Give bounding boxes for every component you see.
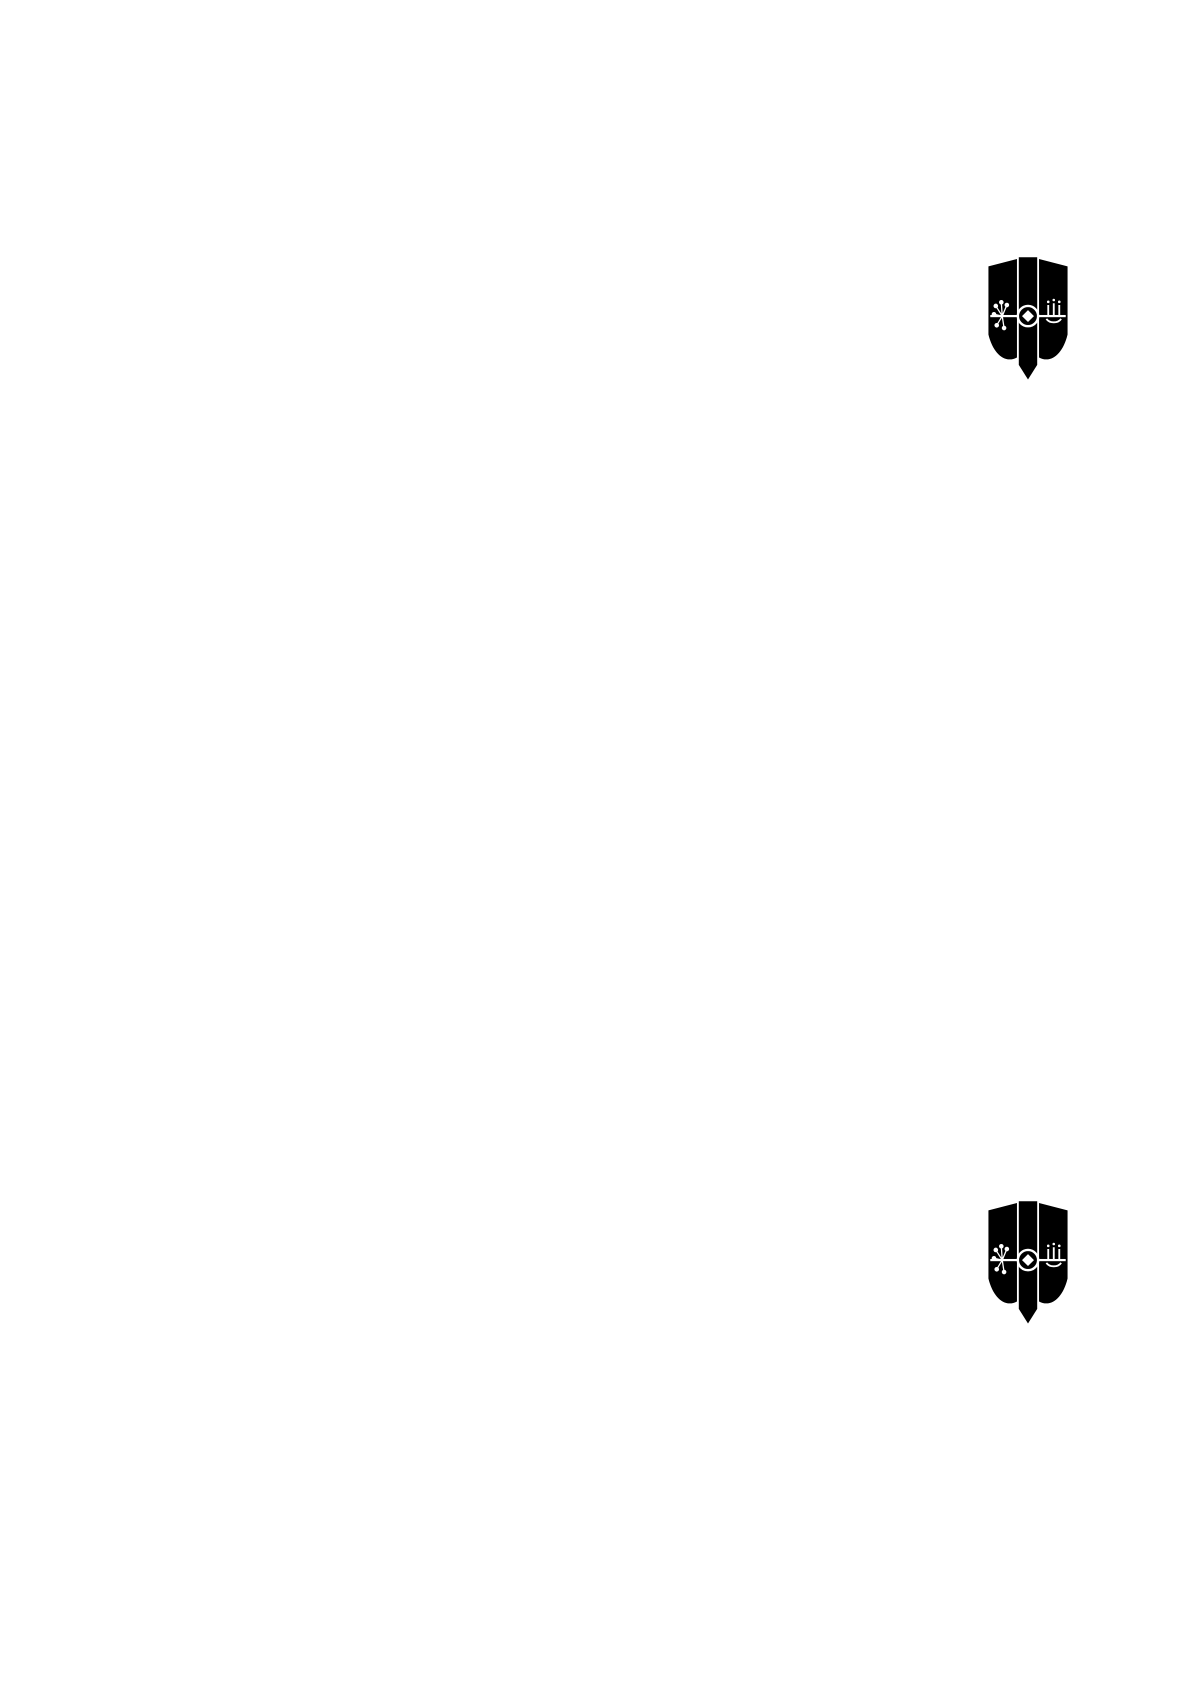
hub-badge-1 (966, 248, 1090, 497)
figure-6-11 (90, 2, 933, 267)
qr-code-icon (979, 1335, 1077, 1433)
supply-demand-chart (90, 2, 390, 260)
qr-code-icon (979, 391, 1077, 489)
document-body (28, 30, 933, 299)
hub-logo-icon (982, 248, 1074, 386)
hub-logo-icon (982, 1192, 1074, 1330)
hub-badge-2 (966, 1192, 1090, 1441)
